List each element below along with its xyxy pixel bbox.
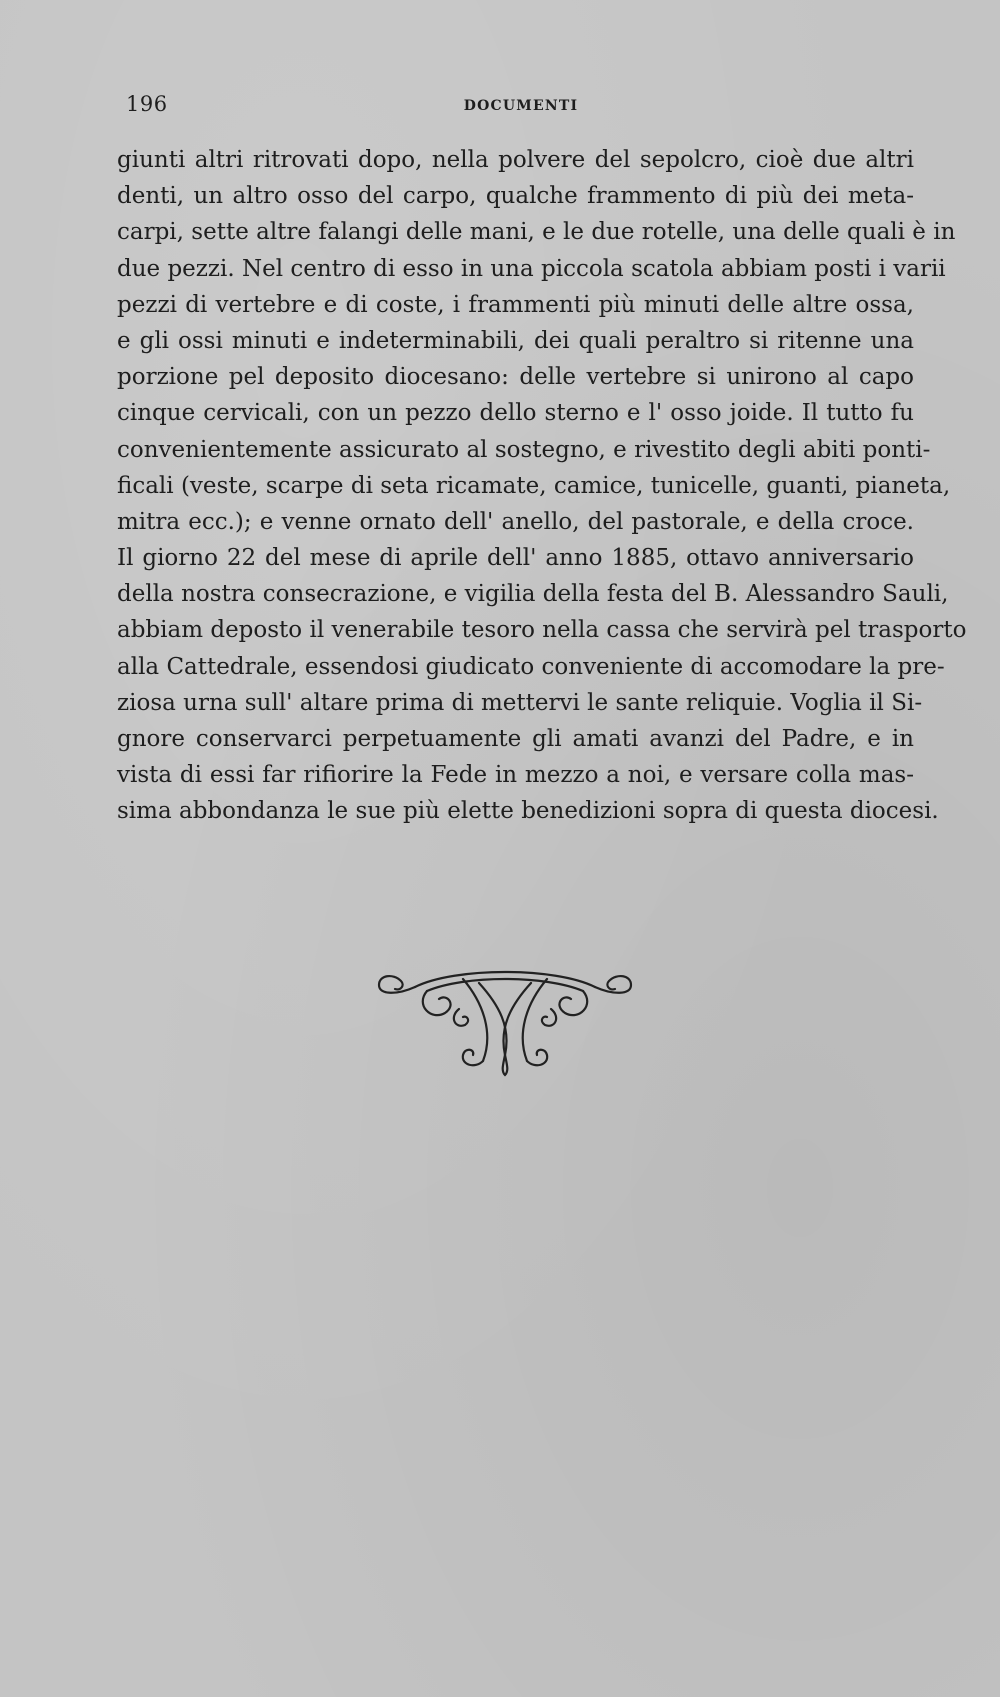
text-line: Il giorno 22 del mese di aprile dell' anno 1885, ottavo anniversario	[117, 545, 914, 572]
text-line: sima abbondanza le sue più elette benedizioni sopra di questa diocesi.	[117, 798, 939, 825]
text-line: ziosa urna sull' altare prima di mettervi le sante reliquie. Voglia il Si-	[117, 689, 923, 716]
scroll-flourish-icon	[375, 965, 635, 1077]
text-line: cinque cervicali, con un pezzo dello sterno e l' osso joide. Il tutto fu	[117, 400, 914, 427]
text-line: abbiam deposto il venerabile tesoro nella cassa che servirà pel trasporto	[117, 617, 967, 644]
text-line: e gli ossi minuti e indeterminabili, dei quali peraltro si ritenne una	[117, 327, 914, 354]
text-line: vista di essi far rifiorire la Fede in mezzo a noi, e versare colla mas-	[117, 762, 914, 789]
text-line: ficali (veste, scarpe di seta ricamate, camice, tunicelle, guanti, pianeta,	[117, 472, 951, 499]
text-line: alla Cattedrale, essendosi giudicato conveniente di accomodare la pre-	[117, 653, 945, 680]
text-line: denti, un altro osso del carpo, qualche frammento di più dei meta-	[117, 183, 914, 210]
page-number: 196	[126, 92, 168, 116]
body-text	[117, 142, 967, 830]
text-line: carpi, sette altre falangi delle mani, e le due rotelle, una delle quali è in	[117, 219, 956, 246]
text-line: gnore conservarci perpetuamente gli amati avanzi del Padre, e in	[117, 726, 914, 752]
running-head	[126, 92, 916, 122]
text-line: pezzi di vertebre e di coste, i frammenti più minuti delle altre ossa,	[117, 291, 914, 318]
running-title: DOCUMENTI	[463, 98, 579, 114]
text-line: due pezzi. Nel centro di esso in una piccola scatola abbiam posti i varii	[117, 255, 946, 282]
text-line: giunti altri ritrovati dopo, nella polvere del sepolcro, cioè due altri	[117, 147, 914, 173]
text-line: mitra ecc.); e venne ornato dell' anello, del pastorale, e della croce.	[117, 508, 914, 535]
text-line: della nostra consecrazione, e vigilia della festa del B. Alessandro Sauli,	[117, 581, 949, 608]
text-line: convenientemente assicurato al sostegno, e rivestito degli abiti ponti-	[117, 436, 931, 463]
text-line: porzione pel deposito diocesano: delle vertebre si unirono al capo	[117, 364, 914, 391]
